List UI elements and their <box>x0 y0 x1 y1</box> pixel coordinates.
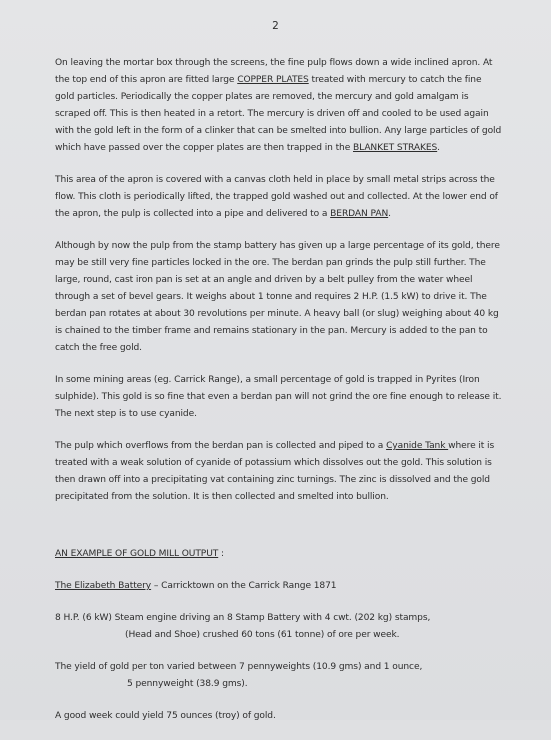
yield-line-2: 5 pennyweight (38.9 gms). <box>127 679 248 689</box>
yield-line-1: The yield of gold per ton varied between 7 pennyweights (10.9 gms) and 1 ounce, <box>55 662 423 672</box>
paragraph-text: On leaving the mortar box through the screens, the fine pulp flows down a wide inclined apron. At the top end of this apron are fitted large <box>55 58 493 85</box>
engine-line-2: (Head and Shoe) crushed 60 tons (61 tonne) of ore per week. <box>125 630 400 640</box>
paragraph-pyrites: In some mining areas (eg. Carrick Range), a small percentage of gold is trapped in Pyrites (Iron sulphide). This gold is so fine that even a berdan pan will not grind the ore fine enough to release it. The next step is to use cyanide. <box>55 375 502 419</box>
battery-location: – Carricktown on the Carrick Range 1871 <box>151 581 337 591</box>
example-heading <box>55 546 503 563</box>
paragraph-copper-plates <box>55 55 503 157</box>
engine-line-1: 8 H.P. (6 kW) Steam engine driving an 8 Stamp Battery with 4 cwt. (202 kg) stamps, <box>55 613 431 623</box>
paragraph-text: The pulp which overflows from the berdan pan is collected and piped to a <box>55 441 387 451</box>
yield-detail <box>55 659 503 693</box>
example-heading-text: AN EXAMPLE OF GOLD MILL OUTPUT <box>55 549 219 559</box>
copper-plates-link: COPPER PLATES <box>237 75 309 85</box>
paragraph-text: . <box>388 209 391 219</box>
example-heading-suffix: : <box>218 549 224 559</box>
paragraph-cyanide <box>55 438 503 506</box>
battery-name: The Elizabeth Battery <box>55 581 152 591</box>
paragraph-text: where it is treated with a weak solution of cyanide of potassium which dissolves out the gold. This solution is then drawn off into a precipitating vat containing zinc turnings. The zinc is dissolved and the gold precipitated from the solution. It is then collected and smelted into bullion. <box>55 441 495 502</box>
paragraph-berdan-pan: Although by now the pulp from the stamp battery has given up a large percentage of its gold, there may be still very fine particles locked in the ore. The berdan pan grinds the pulp still further. The large, round, cast iron pan is set at an angle and driven by a belt pulley from the water wheel through a set of bevel gears. It weighs about 1 tonne and requires 2 H.P. (1.5 kW) to drive it. The berdan pan rotates at about 30 revolutions per minute. A heavy ball (or slug) weighing about 40 kg is chained to the timber frame and remains stationary in the pan. Mercury is added to the pan to catch the free gold. <box>55 241 500 353</box>
berdan-pan-link: BERDAN PAN <box>330 209 389 219</box>
engine-detail <box>55 610 503 644</box>
document-body <box>55 55 503 740</box>
page-number: 2 <box>272 20 279 32</box>
blanket-strakes-link: BLANKET STRAKES <box>353 143 438 153</box>
paragraph-text: . <box>437 143 440 153</box>
good-week-line: A good week could yield 75 ounces (troy) of gold. <box>55 711 276 721</box>
cyanide-tank-link: Cyanide Tank <box>386 441 449 451</box>
battery-line <box>55 578 503 595</box>
paragraph-text: treated with mercury to catch the fine gold particles. Periodically the copper plates are removed, the mercury and gold amalgam is scraped off. This is then heated in a retort. The mercury is driven off and cooled to be used again with the gold left in the form of a clinker that can be smelted into bullion. Any large particles of gold which have passed over the copper plates are then trapped in the <box>55 75 502 153</box>
paragraph-text: This area of the apron is covered with a canvas cloth held in place by small metal strips across the flow. This cloth is periodically lifted, the trapped gold washed out and collected. At the lower end of the apron, the pulp is collected into a pipe and delivered to a <box>55 175 498 219</box>
paragraph-apron <box>55 172 503 223</box>
